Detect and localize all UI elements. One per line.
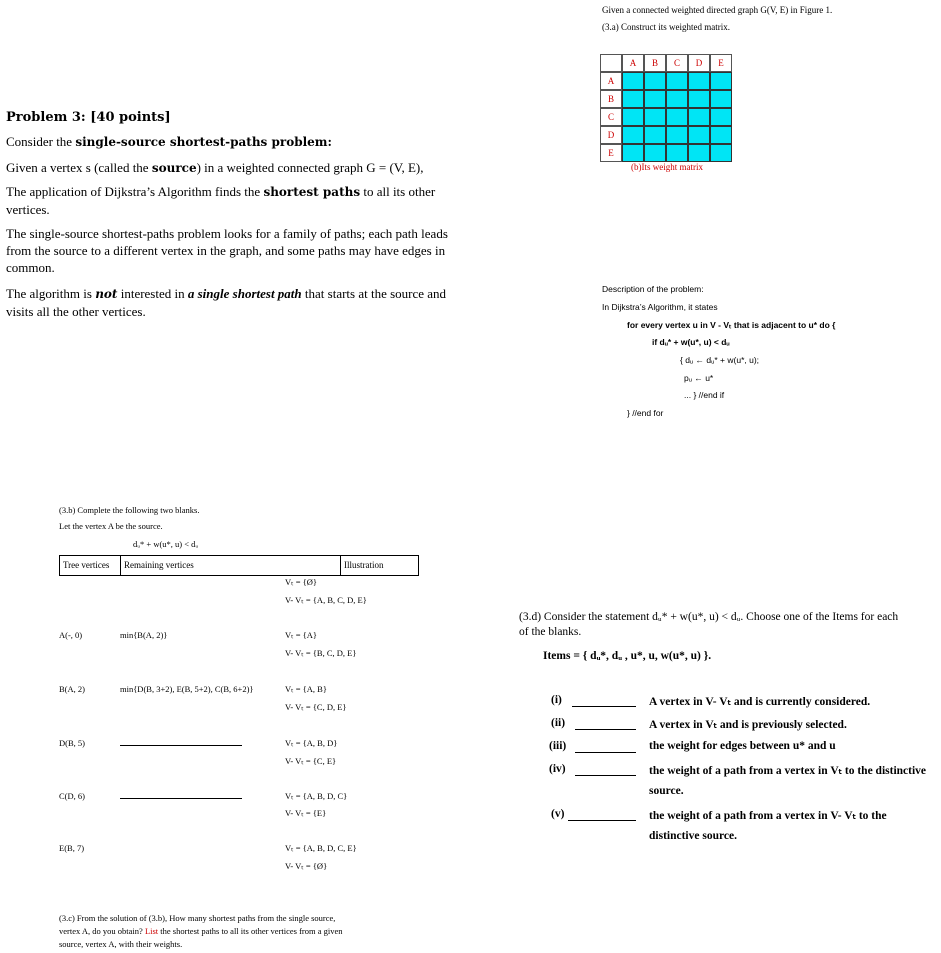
- header-illustration: Illustration: [344, 560, 384, 570]
- answer-blank[interactable]: [568, 820, 636, 821]
- matrix-row-header: E: [600, 144, 622, 162]
- header-tree-vertices: Tree vertices: [60, 556, 121, 575]
- matrix-cell: [666, 90, 688, 108]
- matrix-cell: [688, 108, 710, 126]
- matrix-cell: [622, 72, 644, 90]
- given-line: [6, 159, 466, 177]
- tree-vertex-cell: A(-, 0): [59, 630, 83, 640]
- matrix-caption: (b)Its weight matrix: [631, 162, 703, 172]
- question-number: (iv): [549, 763, 566, 775]
- part-b-let: Let the vertex A be the source.: [59, 521, 163, 531]
- algo-mid: interested in: [117, 286, 188, 301]
- remaining-vertices-blank[interactable]: [120, 745, 242, 746]
- matrix-cell: [666, 126, 688, 144]
- matrix-col-header: E: [710, 54, 732, 72]
- consider-prefix: Consider the: [6, 134, 76, 149]
- matrix-cell: [666, 72, 688, 90]
- construct-matrix-line: (3.a) Construct its weighted matrix.: [602, 22, 730, 32]
- matrix-row-header: C: [600, 108, 622, 126]
- description-states: In Dijkstra’s Algorithm, it states: [602, 302, 718, 312]
- algorithm-paragraph: [6, 285, 471, 320]
- part-c-line3: source, vertex A, with their weights.: [59, 939, 183, 949]
- consider-term: single-source shortest-paths problem:: [75, 135, 332, 149]
- app-term: shortest paths: [263, 185, 361, 199]
- answer-blank[interactable]: [575, 752, 636, 753]
- header-remaining-vertices: Remaining vertices: [121, 556, 341, 575]
- pseudo-endfor-line: } //end for: [627, 408, 664, 418]
- matrix-cell: [644, 90, 666, 108]
- matrix-corner: [600, 54, 622, 72]
- illustration-tree-set: Vₜ = {A, B}: [285, 684, 327, 694]
- part-d-intro: (3.d) Consider the statement dᵤ* + w(u*, u) < dᵤ. Choose one of the Items for each: [519, 611, 899, 623]
- remaining-vertices-cell: min{B(A, 2)}: [120, 630, 168, 640]
- question-text: A vertex in Vₜ and is previously selected.: [649, 719, 847, 731]
- tree-vertex-cell: B(A, 2): [59, 684, 85, 694]
- question-number: (i): [551, 694, 562, 706]
- family-paragraph: The single-source shortest-paths problem looks for a family of paths; each path leads from the source to a different vertex in the graph, and some paths may have edges in common.: [6, 226, 448, 275]
- part-c-line2: [59, 926, 343, 936]
- illustration-tree-set: Vₜ = {A}: [285, 630, 317, 640]
- pseudo-endif-line: ... } //end if: [684, 390, 725, 400]
- pseudo-update-line: { dᵤ ← dᵤ* + w(u*, u);: [680, 355, 760, 365]
- pseudo-for-line: for every vertex u in V - Vₜ that is adjacent to u* do {: [627, 320, 836, 330]
- illustration-remaining-set: V- Vₜ = {Ø}: [285, 861, 328, 871]
- app-prefix: The application of Dijkstra’s Algorithm finds the: [6, 184, 264, 199]
- answer-blank[interactable]: [575, 775, 636, 776]
- part-d-intro-line2: of the blanks.: [519, 626, 582, 638]
- illustration-tree-set: Vₜ = {A, B, D}: [285, 738, 338, 748]
- given-term: source: [151, 161, 197, 175]
- matrix-cell: [710, 144, 732, 162]
- matrix-row-header: B: [600, 90, 622, 108]
- matrix-col-header: A: [622, 54, 644, 72]
- question-text: the weight of a path from a vertex in Vₜ to the distinctive: [649, 765, 927, 777]
- given-prefix: Given a vertex s (called the: [6, 160, 152, 175]
- matrix-col-header: D: [688, 54, 710, 72]
- matrix-cell: [710, 90, 732, 108]
- question-number: (v): [551, 808, 565, 820]
- question-text-continued: distinctive source.: [649, 830, 737, 842]
- matrix-cell: [710, 72, 732, 90]
- algo-not: not: [95, 287, 118, 301]
- matrix-cell: [666, 108, 688, 126]
- given-suffix: ) in a weighted connected graph G = (V, E),: [196, 160, 424, 175]
- answer-blank[interactable]: [572, 706, 636, 707]
- algo-suffix: that starts at the source and visits all the other vertices.: [6, 286, 447, 319]
- illustration-remaining-set: V- Vₜ = {C, D, E}: [285, 702, 347, 712]
- question-number: (ii): [551, 717, 566, 729]
- matrix-row-header: A: [600, 72, 622, 90]
- matrix-col-header: B: [644, 54, 666, 72]
- matrix-cell: [622, 90, 644, 108]
- matrix-cell: [644, 126, 666, 144]
- consider-line: [6, 133, 466, 151]
- application-paragraph: [6, 183, 451, 218]
- illustration-tree-set: Vₜ = {A, B, D, C, E}: [285, 843, 357, 853]
- question-text: the weight of a path from a vertex in V- Vₜ to the: [649, 810, 887, 822]
- illustration-remaining-set: V- Vₜ = {E}: [285, 808, 327, 818]
- matrix-col-header: C: [666, 54, 688, 72]
- illustration-tree-set: Vₜ = {Ø}: [285, 577, 317, 587]
- trace-table-header: [59, 555, 419, 576]
- matrix-cell: [710, 126, 732, 144]
- part-c-line2-suffix: the shortest paths to all its other vertices from a given: [158, 926, 343, 936]
- problem-title: Problem 3: [40 points]: [6, 110, 171, 125]
- question-text: the weight for edges between u* and u: [649, 740, 836, 752]
- matrix-cell: [622, 144, 644, 162]
- part-c-line1: (3.c) From the solution of (3.b), How many shortest paths from the single source,: [59, 913, 336, 923]
- matrix-cell: [644, 144, 666, 162]
- illustration-remaining-set: V- Vₜ = {B, C, D, E}: [285, 648, 357, 658]
- question-number: (iii): [549, 740, 567, 752]
- matrix-cell: [688, 144, 710, 162]
- answer-blank[interactable]: [575, 729, 636, 730]
- algo-prefix: The algorithm is: [6, 286, 96, 301]
- part-c-line2-prefix: vertex A, do you obtain?: [59, 926, 145, 936]
- matrix-cell: [622, 108, 644, 126]
- given-graph-line: Given a connected weighted directed graph G(V, E) in Figure 1.: [602, 5, 833, 15]
- tree-vertex-cell: E(B, 7): [59, 843, 85, 853]
- matrix-cell: [666, 144, 688, 162]
- tree-vertex-cell: D(B, 5): [59, 738, 85, 748]
- matrix-cell: [622, 126, 644, 144]
- matrix-cell: [710, 108, 732, 126]
- matrix-cell: [644, 108, 666, 126]
- app-suffix: to all its other vertices.: [6, 184, 436, 217]
- question-text-continued: source.: [649, 785, 684, 797]
- remaining-vertices-cell: min{D(B, 3+2), E(B, 5+2), C(B, 6+2)}: [120, 684, 254, 694]
- part-b-title: (3.b) Complete the following two blanks.: [59, 505, 200, 515]
- part-b-formula: dᵤ* + w(u*, u) < dᵤ: [133, 539, 199, 549]
- matrix-cell: [644, 72, 666, 90]
- part-d-items: Items = { dᵤ*, dᵤ , u*, u, w(u*, u) }.: [543, 650, 712, 662]
- matrix-row-header: D: [600, 126, 622, 144]
- pseudo-if-line: if dᵤ* + w(u*, u) < dᵤ: [652, 337, 730, 347]
- matrix-cell: [688, 126, 710, 144]
- illustration-tree-set: Vₜ = {A, B, D, C}: [285, 791, 348, 801]
- illustration-remaining-set: V- Vₜ = {A, B, C, D, E}: [285, 595, 367, 605]
- part-c-list-word: List: [144, 926, 159, 936]
- matrix-cell: [688, 90, 710, 108]
- description-title: Description of the problem:: [602, 284, 704, 294]
- tree-vertex-cell: C(D, 6): [59, 791, 85, 801]
- algo-italic: a single shortest path: [187, 286, 302, 301]
- pseudo-pu-line: pᵤ ← u*: [684, 373, 714, 383]
- question-text: A vertex in V- Vₜ and is currently considered.: [649, 696, 871, 708]
- remaining-vertices-blank[interactable]: [120, 798, 242, 799]
- illustration-remaining-set: V- Vₜ = {C, E}: [285, 756, 337, 766]
- matrix-cell: [688, 72, 710, 90]
